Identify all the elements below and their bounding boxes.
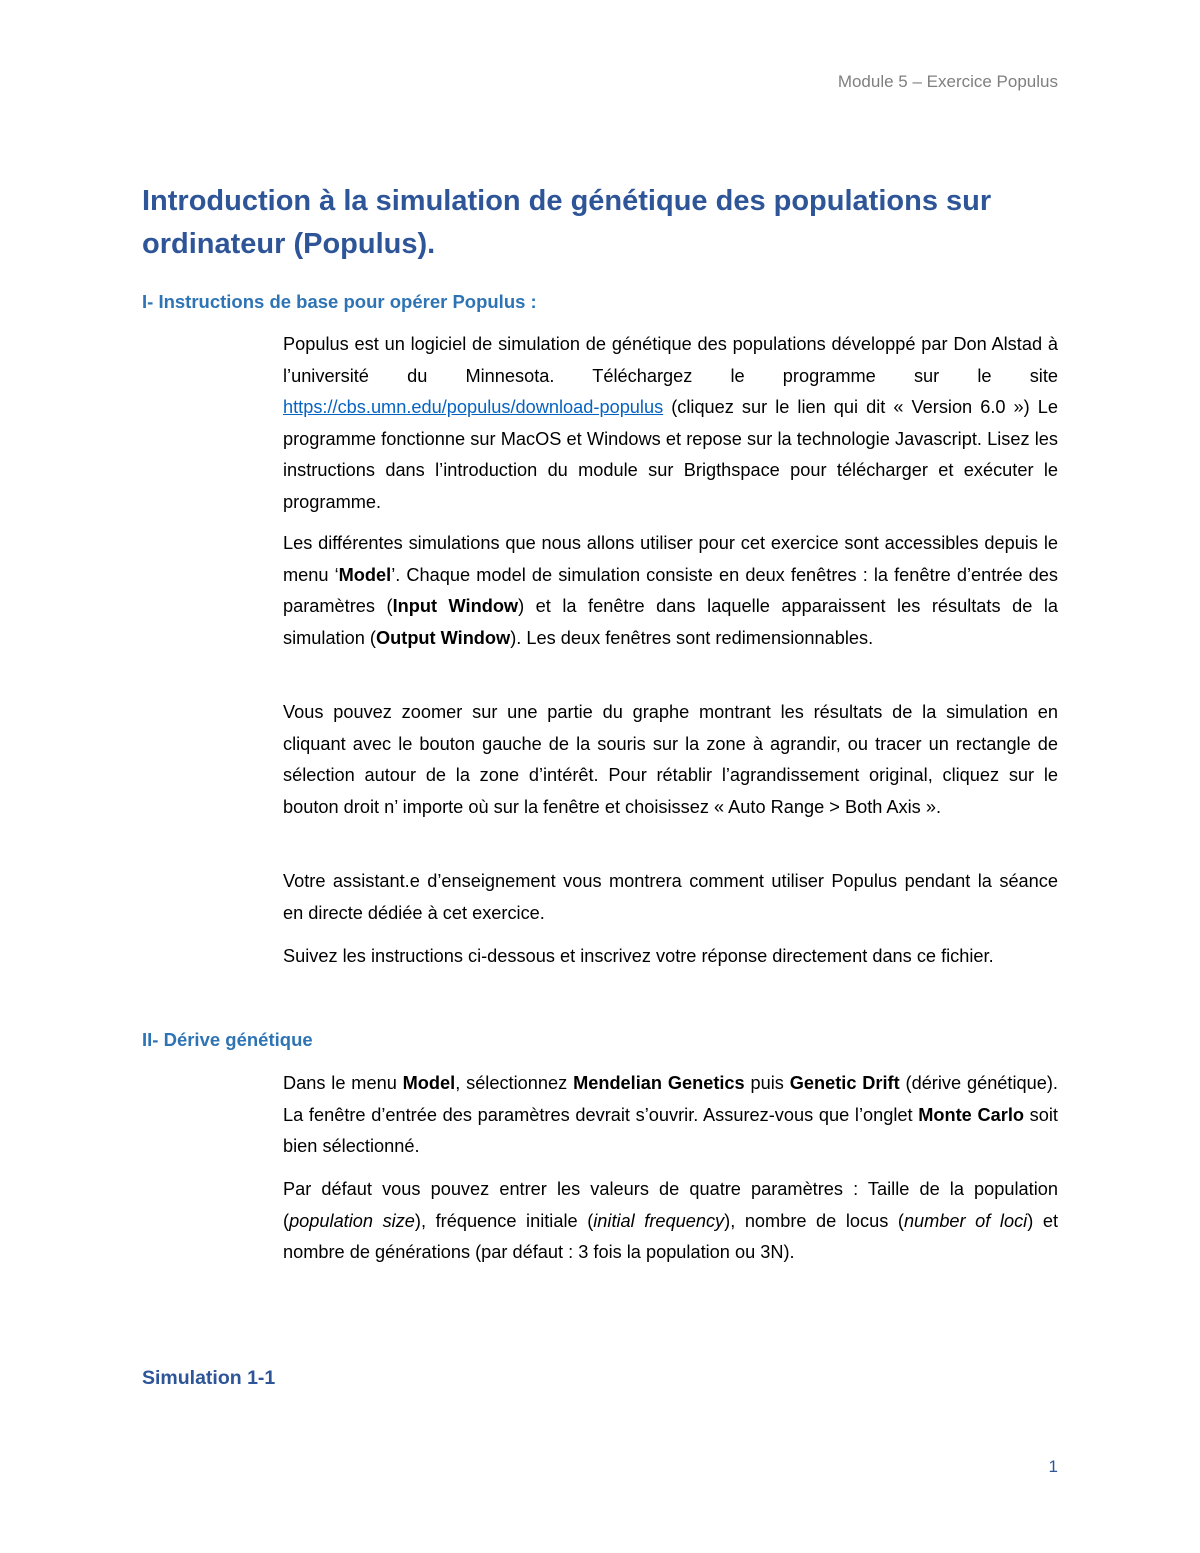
italic-number-of-loci: number of loci xyxy=(903,1210,1028,1231)
section-heading-simulation: Simulation 1-1 xyxy=(142,1367,276,1389)
paragraph-model-menu xyxy=(283,528,1058,654)
bold-monte-carlo: Monte Carlo xyxy=(918,1104,1024,1125)
text-run: Populus est un logiciel de simulation de génétique des populations développé par Don Alstad à l’université du Minnesota. Téléchargez le programme sur le site xyxy=(283,334,1058,386)
italic-initial-frequency: initial frequency xyxy=(593,1210,725,1231)
text-run: Par défaut vous pouvez entrer les valeurs de quatre paramètres : Taille de la population ( xyxy=(283,1179,1058,1231)
text-run: Les différentes simulations que nous allons utiliser pour cet exercice sont accessibles depuis le menu ‘ xyxy=(283,533,1058,585)
text-run: ), fréquence initiale ( xyxy=(414,1210,594,1231)
paragraph-assistant: Votre assistant.e d’enseignement vous montrera comment utiliser Populus pendant la séance en directe dédiée à cet exercice. xyxy=(283,871,1058,923)
text-run: , sélectionnez xyxy=(455,1073,574,1093)
text-run: ’. Chaque model de simulation consiste en deux fenêtres : la fenêtre d’entrée des paramètres ( xyxy=(283,564,1059,616)
text-run: (cliquez sur le lien qui dit « Version 6.0 ») Le programme fonctionne sur MacOS et Windows et repose sur la technologie Javascript. Lisez les instructions dans l’introduction du module sur Brigthspace pour télécharger et exécuter le programme. xyxy=(283,397,1058,512)
bold-mendelian-genetics: Mendelian Genetics xyxy=(573,1073,745,1093)
section-heading-instructions: I- Instructions de base pour opérer Populus : xyxy=(142,291,537,312)
paragraph-populus-intro xyxy=(283,329,1058,518)
bold-input-window: Input Window xyxy=(392,596,519,616)
bold-output-window: Output Window xyxy=(376,627,511,648)
italic-population-size: population size xyxy=(289,1210,415,1231)
page-number: 1 xyxy=(1048,1457,1058,1476)
text-run: ) et nombre de générations (par défaut : 3 fois la population ou 3N). xyxy=(283,1210,1058,1262)
text-run: ), nombre de locus ( xyxy=(724,1210,904,1231)
bold-model: Model xyxy=(402,1073,456,1093)
section-heading-drift: II- Dérive génétique xyxy=(142,1029,313,1050)
text-run: ) et la fenêtre dans laquelle apparaissent les résultats de la simulation ( xyxy=(283,596,1058,648)
bold-genetic-drift: Genetic Drift xyxy=(789,1073,900,1093)
text-run: puis xyxy=(744,1073,790,1093)
download-link[interactable]: https://cbs.umn.edu/populus/download-populus xyxy=(283,397,664,417)
document-title: Introduction à la simulation de génétique des populations sur ordinateur (Populus). xyxy=(142,185,992,260)
text-run: ). Les deux fenêtres sont redimensionnables. xyxy=(510,627,874,648)
paragraph-genetic-drift-menu xyxy=(283,1068,1058,1163)
bold-model: Model xyxy=(338,564,392,585)
text-run: (dérive génétique). La fenêtre d’entrée des paramètres devrait s’ouvrir. Assurez-vous que l’onglet xyxy=(283,1073,1058,1125)
paragraph-follow-instructions: Suivez les instructions ci-dessous et inscrivez votre réponse directement dans ce fichier. xyxy=(283,946,994,966)
page-header: Module 5 – Exercice Populus xyxy=(837,72,1058,91)
paragraph-parameters xyxy=(283,1174,1058,1269)
text-run: soit bien sélectionné. xyxy=(283,1104,1058,1156)
text-run: Dans le menu xyxy=(283,1073,403,1093)
paragraph-zoom: Vous pouvez zoomer sur une partie du graphe montrant les résultats de la simulation en cliquant avec le bouton gauche de la souris sur la zone à agrandir, ou tracer un rectangle de sélection autour de la zone d’intérêt. Pour rétablir l’agrandissement original, cliquez sur le bouton droit n’ importe où sur la fenêtre et choisissez « Auto Range > Both Axis ». xyxy=(283,702,1058,817)
